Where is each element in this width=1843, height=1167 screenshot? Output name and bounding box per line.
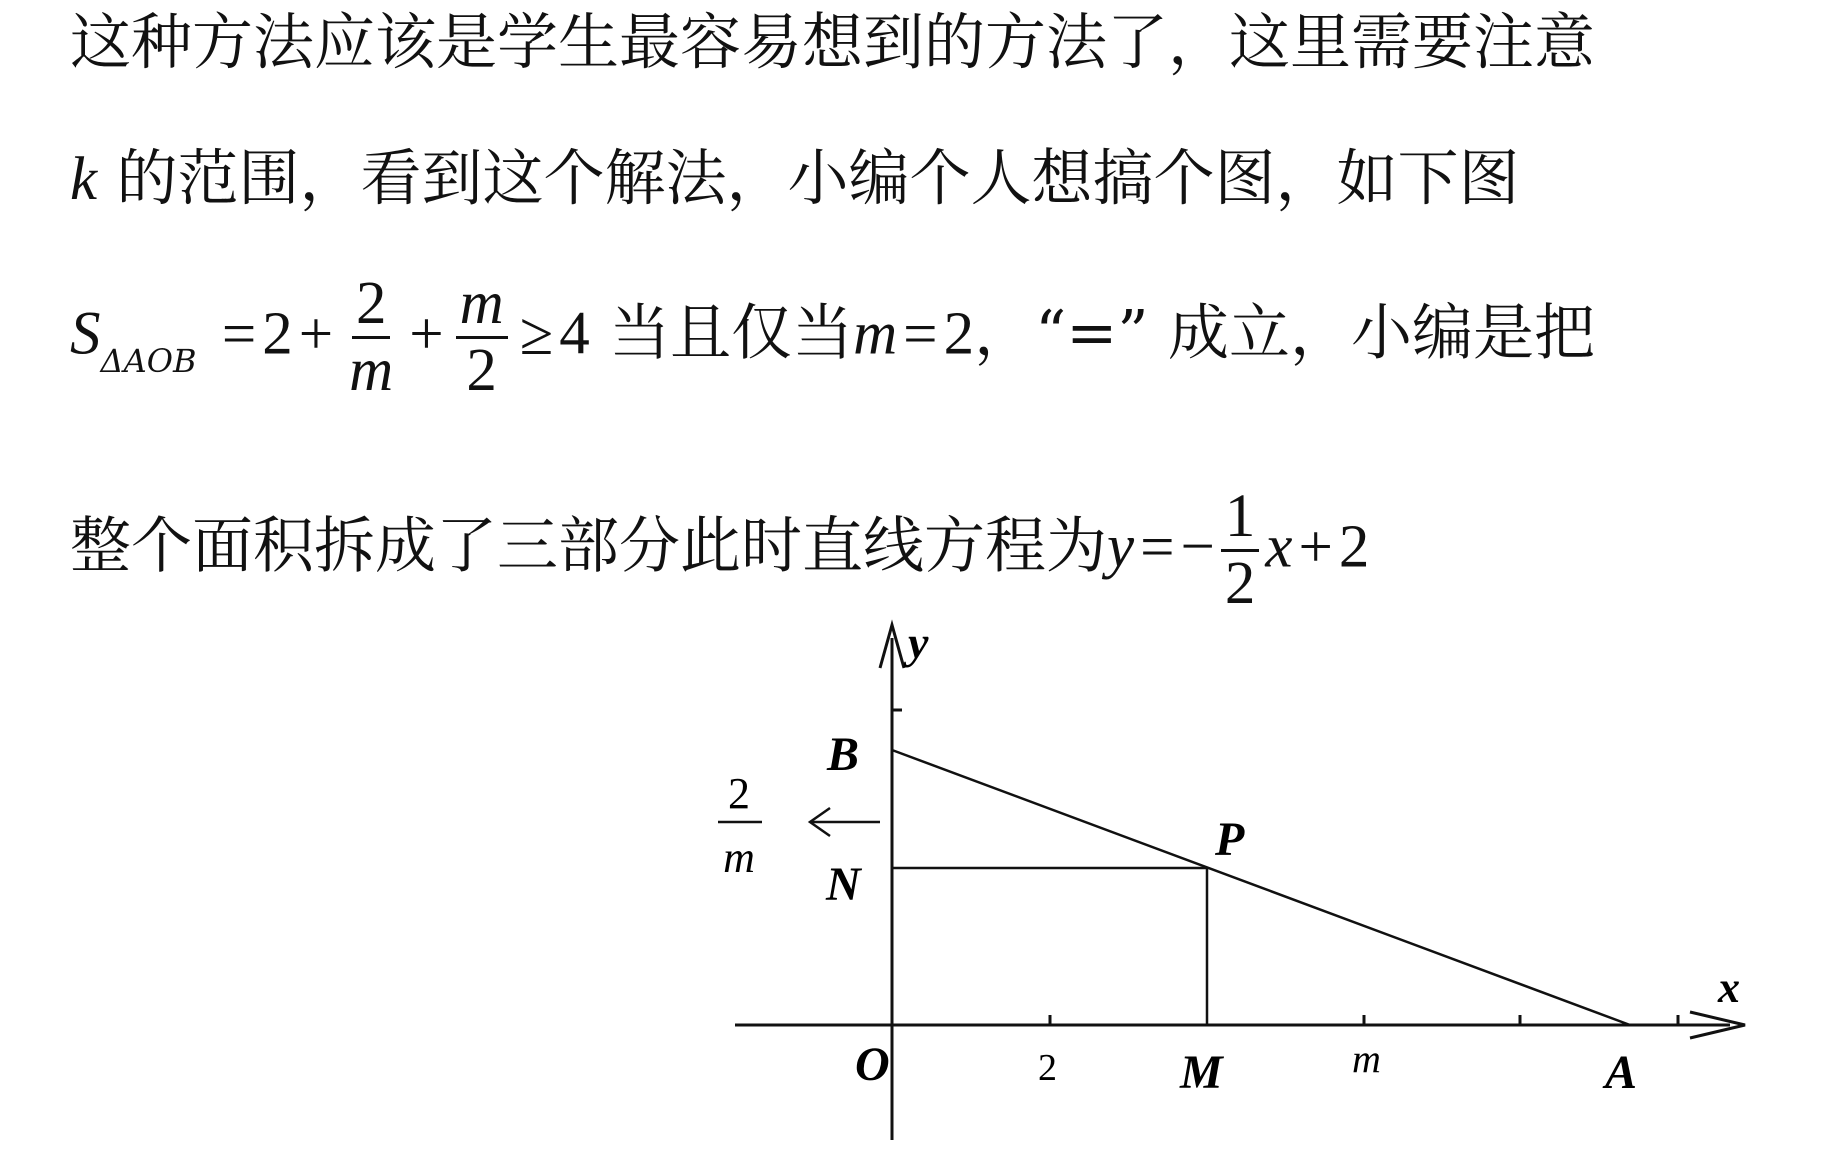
point-label-n: N — [826, 858, 861, 911]
point-label-m: M — [1180, 1046, 1223, 1099]
variable-x: x — [1265, 513, 1293, 581]
condition-text: 当且仅当 — [609, 297, 854, 369]
fraction-numerator: 2 — [352, 272, 391, 339]
comma: ， — [974, 297, 1036, 369]
text-line-2-body: 的范围，看到这个解法，小编个人想搞个图，如下图 — [116, 143, 1520, 214]
x-tick-label-2: 2 — [1038, 1047, 1057, 1089]
line-ab — [892, 750, 1630, 1025]
constant-two: 2 — [262, 300, 293, 368]
point-label-o: O — [855, 1038, 890, 1091]
fraction-numerator: m — [456, 272, 508, 339]
x-tick-label-m: m — [1352, 1036, 1381, 1081]
plus-sign-1: + — [298, 300, 334, 368]
equals-sign: = — [1140, 513, 1175, 581]
n-fraction-numerator: 2 — [728, 769, 750, 818]
area-subscript: ΔAOB — [100, 341, 197, 380]
n-fraction-denominator: m — [723, 833, 755, 882]
fraction-denominator: m — [349, 337, 394, 405]
constant-four: 4 — [559, 300, 590, 368]
plus-sign: + — [1298, 513, 1333, 581]
geq-sign: ≥ — [519, 300, 554, 368]
area-symbol: S — [70, 300, 101, 368]
y-axis-label: y — [908, 617, 929, 668]
fraction-denominator: 2 — [1224, 550, 1256, 618]
equals-sign: = — [221, 300, 257, 368]
quoted-equals: “=” — [1035, 297, 1149, 369]
text-line-1: 这种方法应该是学生最容易想到的方法了，这里需要注意 — [70, 7, 1596, 78]
equals-sign-2: = — [903, 300, 938, 368]
value-two: 2 — [943, 300, 975, 368]
variable-k: k — [70, 146, 98, 213]
x-axis-label: x — [1718, 963, 1740, 1012]
variable-m: m — [853, 300, 898, 368]
point-label-b: B — [827, 728, 860, 781]
constant-two: 2 — [1338, 513, 1370, 581]
point-label-a: A — [1605, 1046, 1638, 1099]
variable-y: y — [1107, 513, 1135, 581]
point-label-p: P — [1215, 813, 1245, 866]
line-3-tail: 成立，小编是把 — [1167, 297, 1595, 369]
line-4-text: 整个面积拆成了三部分此时直线方程为 — [70, 510, 1108, 582]
minus-sign: − — [1180, 513, 1215, 581]
fraction-denominator: 2 — [466, 337, 497, 405]
fraction-numerator: 1 — [1221, 485, 1260, 552]
plus-sign-2: + — [409, 300, 444, 368]
